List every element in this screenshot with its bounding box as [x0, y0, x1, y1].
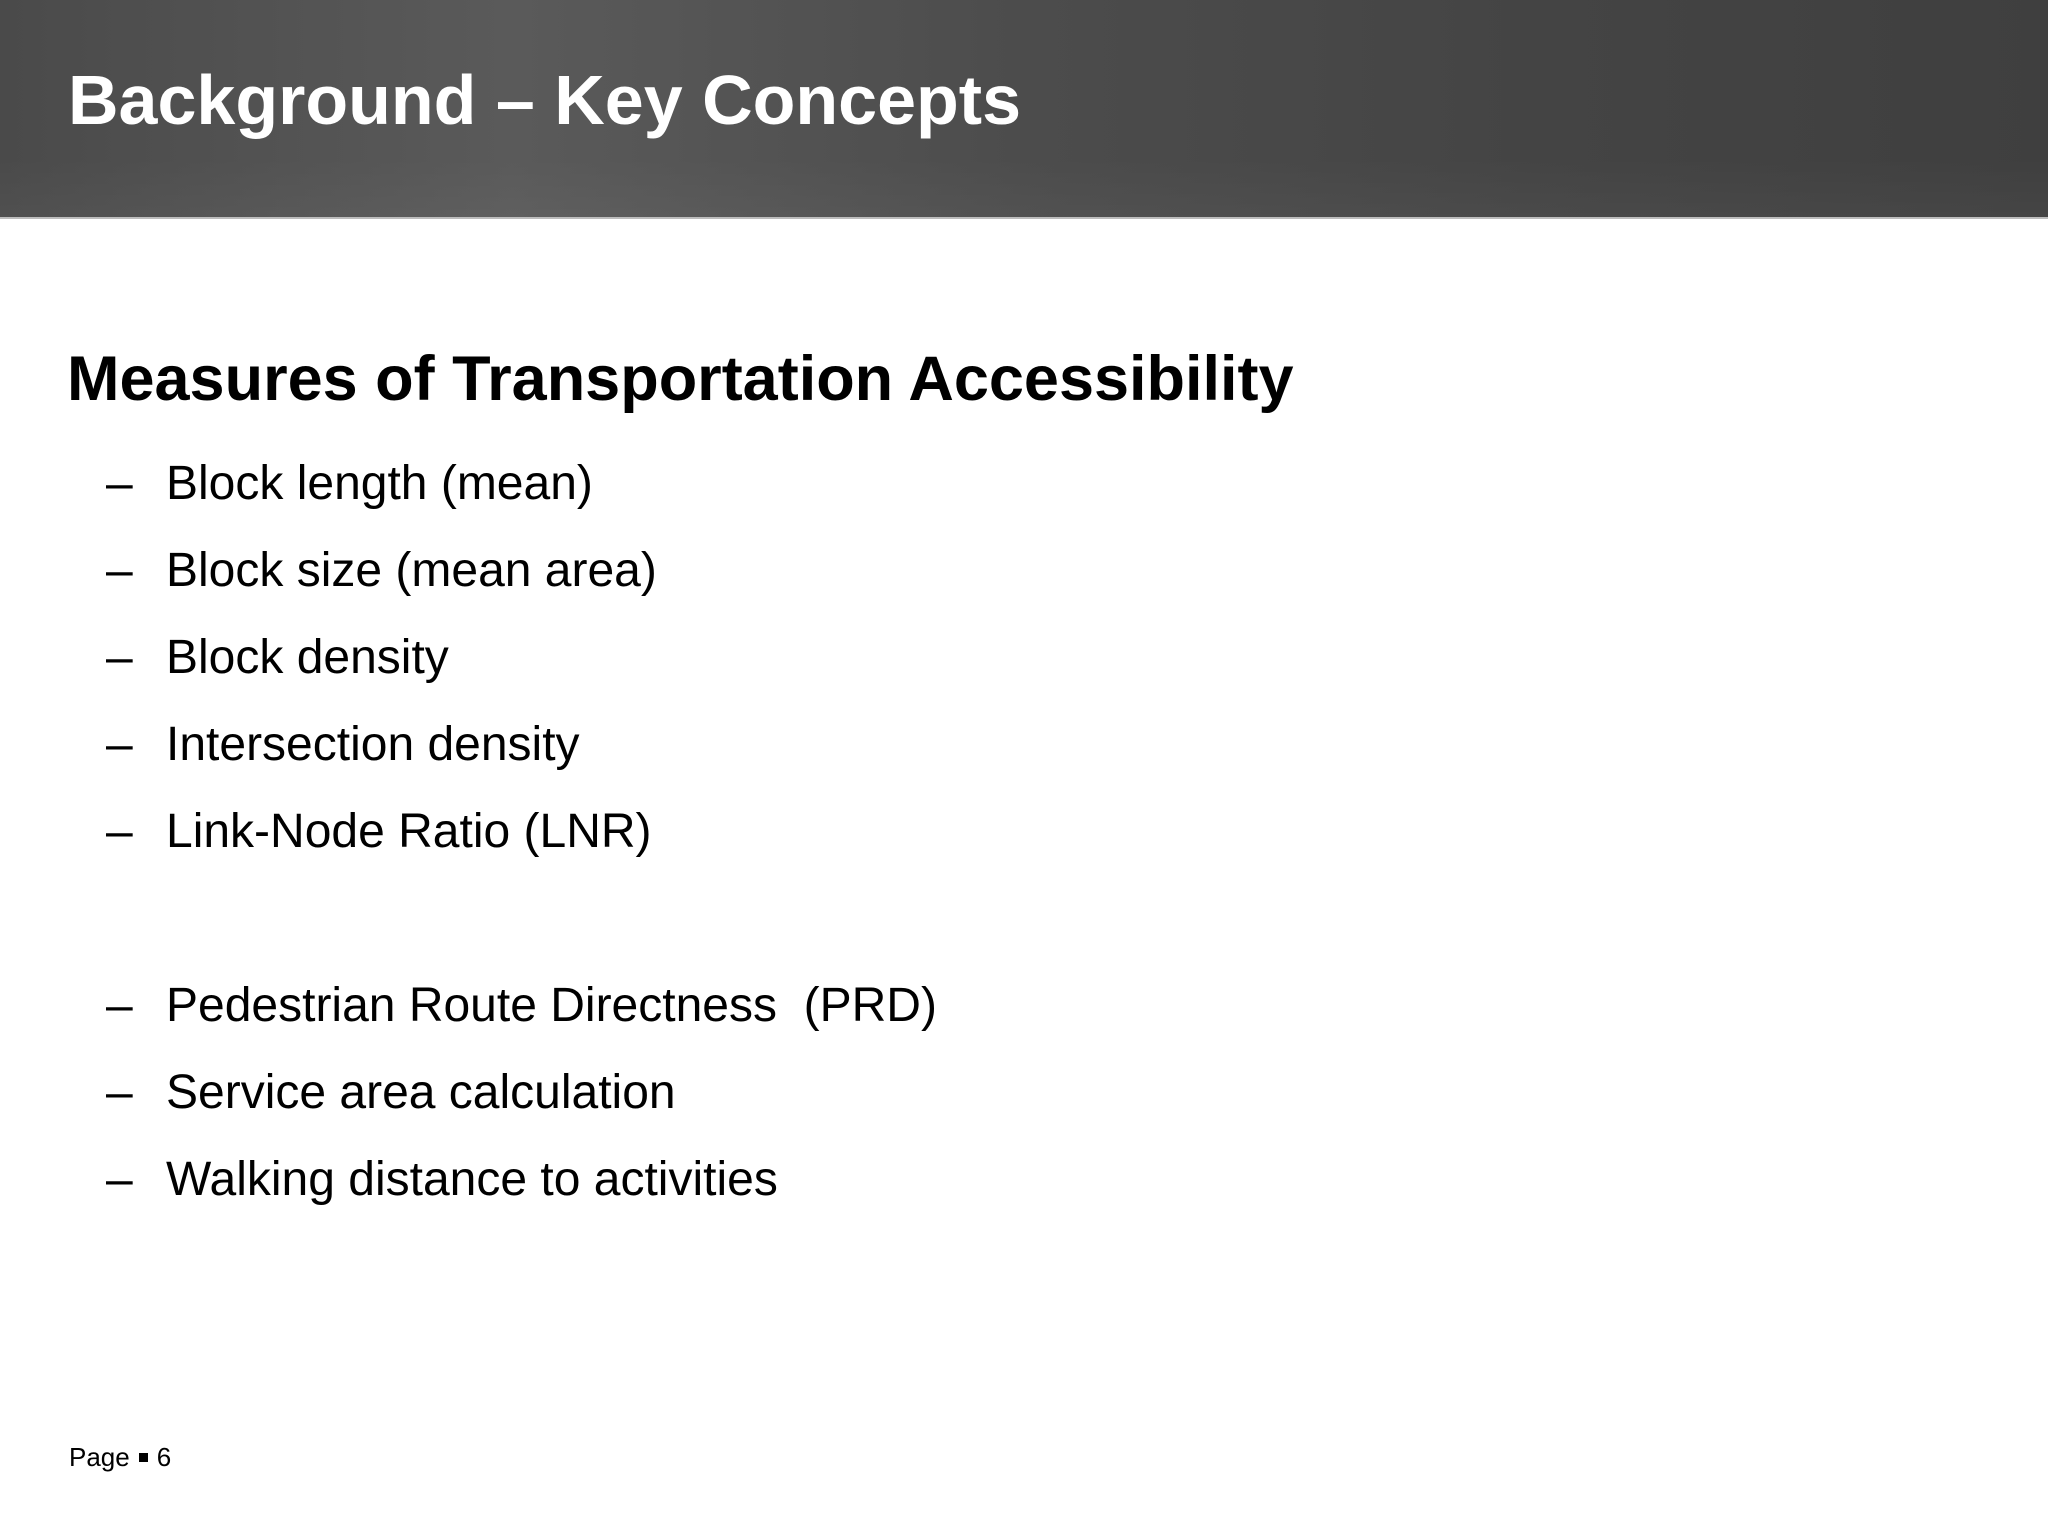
list-item-text: Pedestrian Route Directness (PRD)	[166, 979, 937, 1032]
page-number: 6	[156, 1442, 172, 1472]
list-item-text: Service area calculation	[166, 1066, 676, 1119]
dash-bullet-icon: –	[106, 805, 133, 858]
slide-header-banner	[0, 0, 2048, 219]
page-footer	[69, 1440, 171, 1474]
dash-bullet-icon: –	[106, 631, 133, 684]
dash-bullet-icon: –	[106, 1066, 133, 1119]
list-item-text: Intersection density	[166, 718, 580, 771]
list-item-text: Walking distance to activities	[166, 1153, 778, 1206]
list-item-text: Link-Node Ratio (LNR)	[166, 805, 652, 858]
slide-title: Background – Key Concepts	[68, 61, 1021, 139]
page-label: Page	[69, 1442, 130, 1472]
section-heading: Measures of Transportation Accessibility	[67, 344, 1294, 414]
list-item-text: Block density	[166, 631, 449, 684]
square-separator-icon	[139, 1453, 148, 1462]
dash-bullet-icon: –	[106, 457, 133, 510]
dash-bullet-icon: –	[106, 979, 133, 1032]
dash-bullet-icon: –	[106, 544, 133, 597]
dash-bullet-icon: –	[106, 718, 133, 771]
dash-bullet-icon: –	[106, 1153, 133, 1206]
list-item-text: Block length (mean)	[166, 457, 593, 510]
list-item-text: Block size (mean area)	[166, 544, 657, 597]
